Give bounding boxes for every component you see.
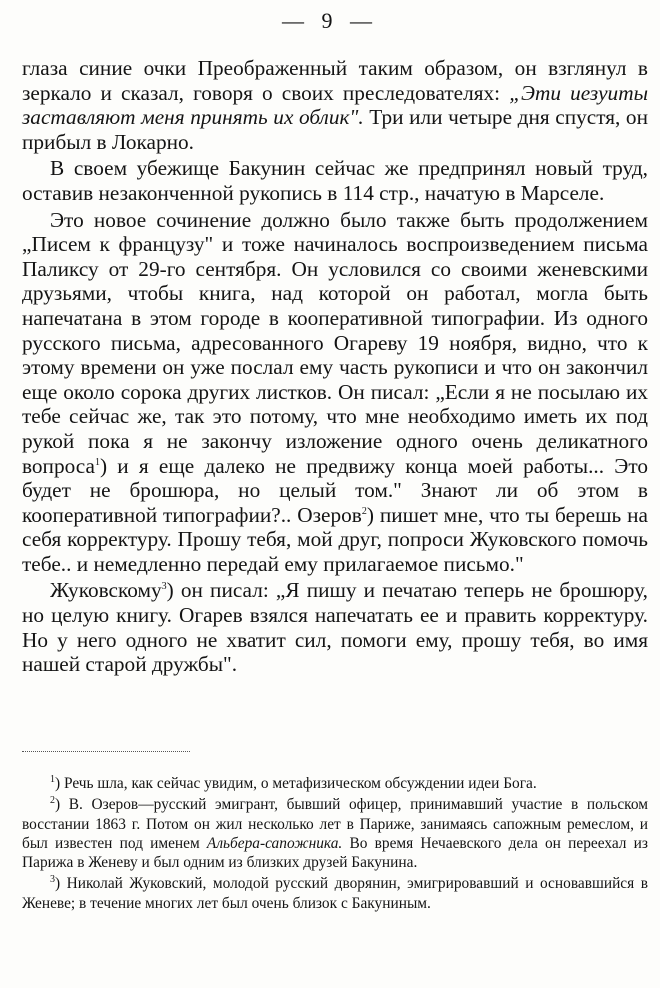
footnote-2 [22, 795, 648, 872]
paragraph-1-text-a: глаза синие очки Преображенный таким образом, он взглянул в зеркало и сказал, говоря о своих преследователях: [22, 56, 648, 105]
footnote-1-mark: 1 [50, 773, 55, 785]
footnote-3 [22, 874, 648, 913]
footnote-ref-3[interactable]: 3 [161, 581, 167, 593]
paragraph-1-text-b: Три или четыре дня спустя, он прибыл в Локарно. [22, 105, 648, 154]
footnote-ref-1[interactable]: 1 [94, 456, 100, 468]
footnote-2-text-a: ) В. Озеров—русский эмигрант, бывший офицер, принимавший участие в польском восстании 1863 г. Потом он жил несколько лет в Париже, занимаясь сапожным ремеслом, и был известен под именем [22, 796, 648, 852]
footnote-ref-2[interactable]: 2 [361, 505, 367, 517]
footnote-2-nickname: Альбера-сапожника. [206, 834, 343, 852]
main-text [22, 56, 648, 677]
footnote-3-mark: 3 [50, 874, 55, 886]
paragraph-4-text-b: ) он писал: „Я пишу и печатаю теперь не брошюру, но целую книгу. Огарев взялся напечатать ее и править корректуру. Но у него одного не хватит сил, помоги ему, прошу тебя, во имя нашей старой дружбы". [22, 578, 648, 677]
footnote-3-text: ) Николай Жуковский, молодой русский дворянин, эмигрировавший и основавшийся в Женеве; в течение многих лет был очень близок с Бакуниным. [22, 875, 648, 912]
footnote-separator [22, 751, 190, 752]
paragraph-4 [22, 578, 648, 676]
paragraph-3-text-b: ) и я еще далеко не предвижу конца моей работы... Это будет не брошюра, но целый том." Знают ли об этом в кооперативной типографии?.. Озеров [22, 453, 648, 527]
paragraph-4-text-a: Жуковскому [50, 578, 162, 603]
footnote-2-text-b: Во время Нечаевского дела он переехал из Парижа в Женеву и был одним из близких друзей Бакунина. [22, 834, 648, 872]
footnote-2-mark: 2 [50, 795, 55, 807]
footnote-1-text: ) Речь шла, как сейчас увидим, о метафизическом обсуждении идеи Бога. [55, 775, 537, 792]
paragraph-1 [22, 56, 648, 154]
paragraph-3-text-a: Это новое сочинение должно было также быть продолжением „Писем к французу" и тоже начиналось воспроизведением письма Паликсу от 29-го сентября. Он условился со своими женевскими друзьями, чтобы книга, над которой он работал, могла быть напечатана в этом городе в кооперативной типографии. Из одного русского письма, адресованного Огареву 19 ноября, видно, что к этому времени он уже послал ему часть рукописи и что он закончил еще около сорока других листков. Он писал: „Если я не посылаю их тебе сейчас же, так это потому, что мне необходимо иметь их под рукой пока я не закончу изложение одного очень деликатного вопроса [22, 207, 648, 478]
paragraph-3-text-c: ) пишет мне, что ты берешь на себя корректуру. Прошу тебя, мой друг, попроси Жуковского помочь тебе.. и немедленно передай ему прилагаемое письмо." [22, 502, 648, 576]
page-number: — 9 — [282, 8, 378, 33]
paragraph-3 [22, 208, 648, 577]
footnote-1 [22, 774, 648, 793]
jesuits-quote: „Эти иезуиты заставляют меня принять их облик". [22, 80, 649, 130]
footnotes [22, 774, 648, 915]
paragraph-2: В своем убежище Бакунин сейчас же предпринял новый труд, оставив незаконченной рукопись в 114 стр., начатую в Марселе. [22, 156, 648, 205]
